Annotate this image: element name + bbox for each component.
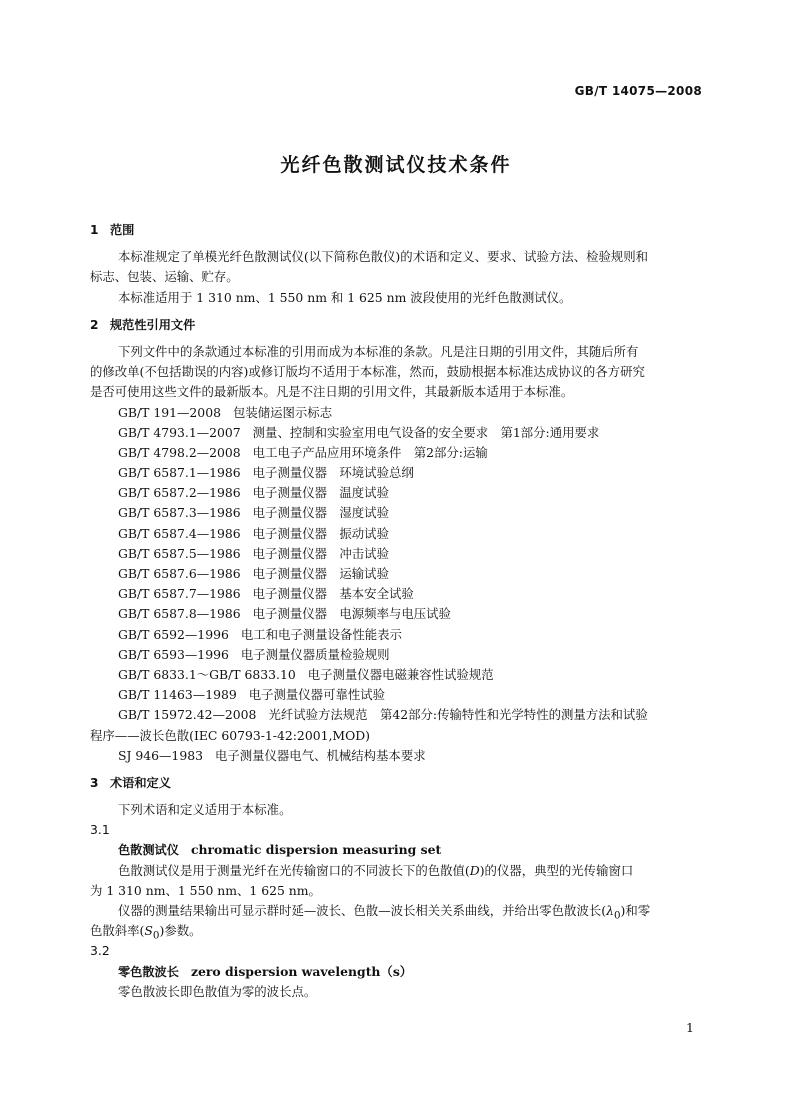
- standard-code: GB/T 14075—2008: [574, 84, 702, 98]
- definition-line: 零色散波长即色散值为零的波长点。: [118, 983, 317, 999]
- section-title: 术语和定义: [110, 775, 171, 790]
- reference-item: [90, 705, 702, 725]
- reference-title: 电子测量仪器质量检验规则: [240, 646, 390, 662]
- reference-code: GB/T 6592—1996: [118, 626, 229, 642]
- section-number: 1: [90, 223, 99, 237]
- reference-title: 电工和电子测量设备性能表示: [240, 626, 402, 642]
- reference-code: GB/T 6593—1996: [118, 646, 229, 662]
- reference-title: 电子测量仪器 冲击试验: [252, 545, 389, 561]
- definition-line: [90, 901, 702, 921]
- reference-title: 电子测量仪器 湿度试验: [252, 505, 389, 521]
- paragraph-line: 下列术语和定义适用于本标准。: [118, 802, 292, 818]
- definition-text: 色散斜率(: [90, 923, 145, 939]
- reference-item: [90, 625, 702, 645]
- reference-code: GB/T 6587.6—1986: [118, 566, 241, 581]
- reference-item: [90, 564, 702, 584]
- reference-title: 电子测量仪器电磁兼容性试验规范: [307, 666, 494, 682]
- reference-title: 电子测量仪器电气、机械结构基本要求: [214, 747, 426, 763]
- reference-item: [90, 524, 702, 544]
- reference-code: GB/T 6587.2—1986: [118, 485, 241, 501]
- definition-text: )和零: [620, 903, 651, 918]
- reference-item: [90, 483, 702, 503]
- document-body: [90, 220, 702, 1002]
- reference-code: SJ 946—1983: [118, 747, 203, 763]
- reference-code: GB/T 6833.1～GB/T 6833.10: [118, 666, 296, 682]
- section-heading-terms: [90, 773, 702, 793]
- definition-text: 仪器的测量结果输出可显示群时延—波长、色散—波长相关关系曲线，并给出零色散波长(: [118, 903, 607, 918]
- reference-item: [90, 685, 702, 705]
- definition-text: )参数。: [159, 923, 202, 939]
- reference-title: 电子测量仪器 振动试验: [252, 525, 389, 541]
- reference-title: 测量、控制和实验室用电气设备的安全要求 第1部分:通用要求: [252, 424, 600, 440]
- reference-list: [90, 403, 702, 726]
- clause-number: 3.2: [90, 943, 110, 959]
- reference-item: [90, 503, 702, 523]
- paragraph-line: 本标准规定了单模光纤色散测试仪(以下简称色散仪)的术语和定义、要求、试验方法、检验规则和: [118, 249, 649, 265]
- reference-code: GB/T 4793.1—2007: [118, 424, 241, 440]
- reference-item: [90, 665, 702, 685]
- reference-title: 电子测量仪器 电源频率与电压试验: [252, 606, 451, 622]
- reference-code: GB/T 6587.1—1986: [118, 465, 241, 481]
- definition-text: )的仪器，典型的光传输窗口: [479, 862, 634, 878]
- reference-title: 电工电子产品应用环境条件 第2部分:运输: [252, 444, 488, 460]
- reference-item: [90, 746, 702, 766]
- subscript: 0: [152, 929, 160, 942]
- term-english: chromatic dispersion measuring set: [190, 842, 442, 858]
- term-entry: [90, 840, 702, 860]
- section-number: 3: [90, 775, 99, 790]
- reference-title: 光纤试验方法规范 第42部分:传输特性和光学特性的测量方法和试验: [268, 707, 648, 723]
- page-number: 1: [686, 1020, 694, 1035]
- definition-line: [90, 861, 702, 881]
- term-chinese: 零色散波长: [118, 964, 179, 979]
- reference-item: [90, 604, 702, 624]
- reference-title: 包装储运图示标志: [232, 404, 333, 420]
- clause-number: 3.1: [90, 822, 110, 838]
- reference-item: [90, 423, 702, 443]
- term-english: zero dispersion wavelength（s）: [190, 963, 413, 979]
- reference-item: [90, 463, 702, 483]
- reference-item: [90, 584, 702, 604]
- definition-line: 为 1 310 nm、1 550 nm、1 625 nm。: [90, 882, 321, 898]
- reference-title: 电子测量仪器 运输试验: [252, 566, 389, 581]
- section-number: 2: [90, 317, 99, 332]
- paragraph-line: 标志、包装、运输、贮存。: [90, 269, 239, 285]
- reference-title: 电子测量仪器 基本安全试验: [252, 586, 414, 602]
- reference-code: GB/T 6587.5—1986: [118, 545, 241, 561]
- section-title: 规范性引用文件: [110, 317, 196, 332]
- reference-code: GB/T 15972.42—2008: [118, 707, 257, 723]
- reference-title: 电子测量仪器 温度试验: [252, 485, 389, 501]
- reference-continuation: 程序——波长色散(IEC 60793-1-42:2001,MOD): [90, 727, 371, 743]
- subscript: 0: [613, 909, 621, 922]
- section-title: 范围: [110, 223, 135, 237]
- definition-line: [90, 921, 702, 941]
- reference-title: 电子测量仪器 环境试验总纲: [252, 465, 414, 481]
- reference-item: [90, 544, 702, 564]
- symbol-s: S: [144, 923, 153, 939]
- reference-code: GB/T 6587.8—1986: [118, 606, 241, 622]
- reference-title: 电子测量仪器可靠性试验: [248, 687, 386, 703]
- reference-code: GB/T 6587.3—1986: [118, 505, 241, 521]
- definition-text: 色散测试仪是用于测量光纤在光传输窗口的不同波长下的色散值(: [118, 862, 470, 878]
- reference-item: [90, 403, 702, 423]
- reference-item: [90, 443, 702, 463]
- reference-code: GB/T 6587.7—1986: [118, 586, 241, 602]
- reference-code: GB/T 6587.4—1986: [118, 525, 241, 541]
- term-chinese: 色散测试仪: [118, 843, 179, 858]
- paragraph-line: 本标准适用于 1 310 nm、1 550 nm 和 1 625 nm 波段使用的光纤色散测试仪。: [118, 289, 572, 305]
- reference-code: GB/T 4798.2—2008: [118, 444, 241, 460]
- symbol-d: D: [469, 862, 480, 878]
- paragraph-line: 下列文件中的条款通过本标准的引用而成为本标准的条款。凡是注日期的引用文件，其随后所有: [118, 343, 639, 359]
- document-title: 光纤色散测试仪技术条件: [280, 154, 512, 176]
- reference-item: [90, 645, 702, 665]
- term-entry: [90, 962, 702, 982]
- reference-code: GB/T 11463—1989: [118, 687, 237, 703]
- section-heading-normative-references: [90, 315, 702, 335]
- paragraph-line: 是否可使用这些文件的最新版本。凡是不注日期的引用文件，其最新版本适用于本标准。: [90, 384, 574, 400]
- paragraph-line: 的修改单(不包括勘误的内容)或修订版均不适用于本标准，然而，鼓励根据本标准达成协议的各方研究: [90, 364, 645, 380]
- symbol-lambda: λ: [606, 903, 614, 918]
- section-heading-scope: [90, 220, 702, 240]
- reference-code: GB/T 191—2008: [118, 404, 221, 420]
